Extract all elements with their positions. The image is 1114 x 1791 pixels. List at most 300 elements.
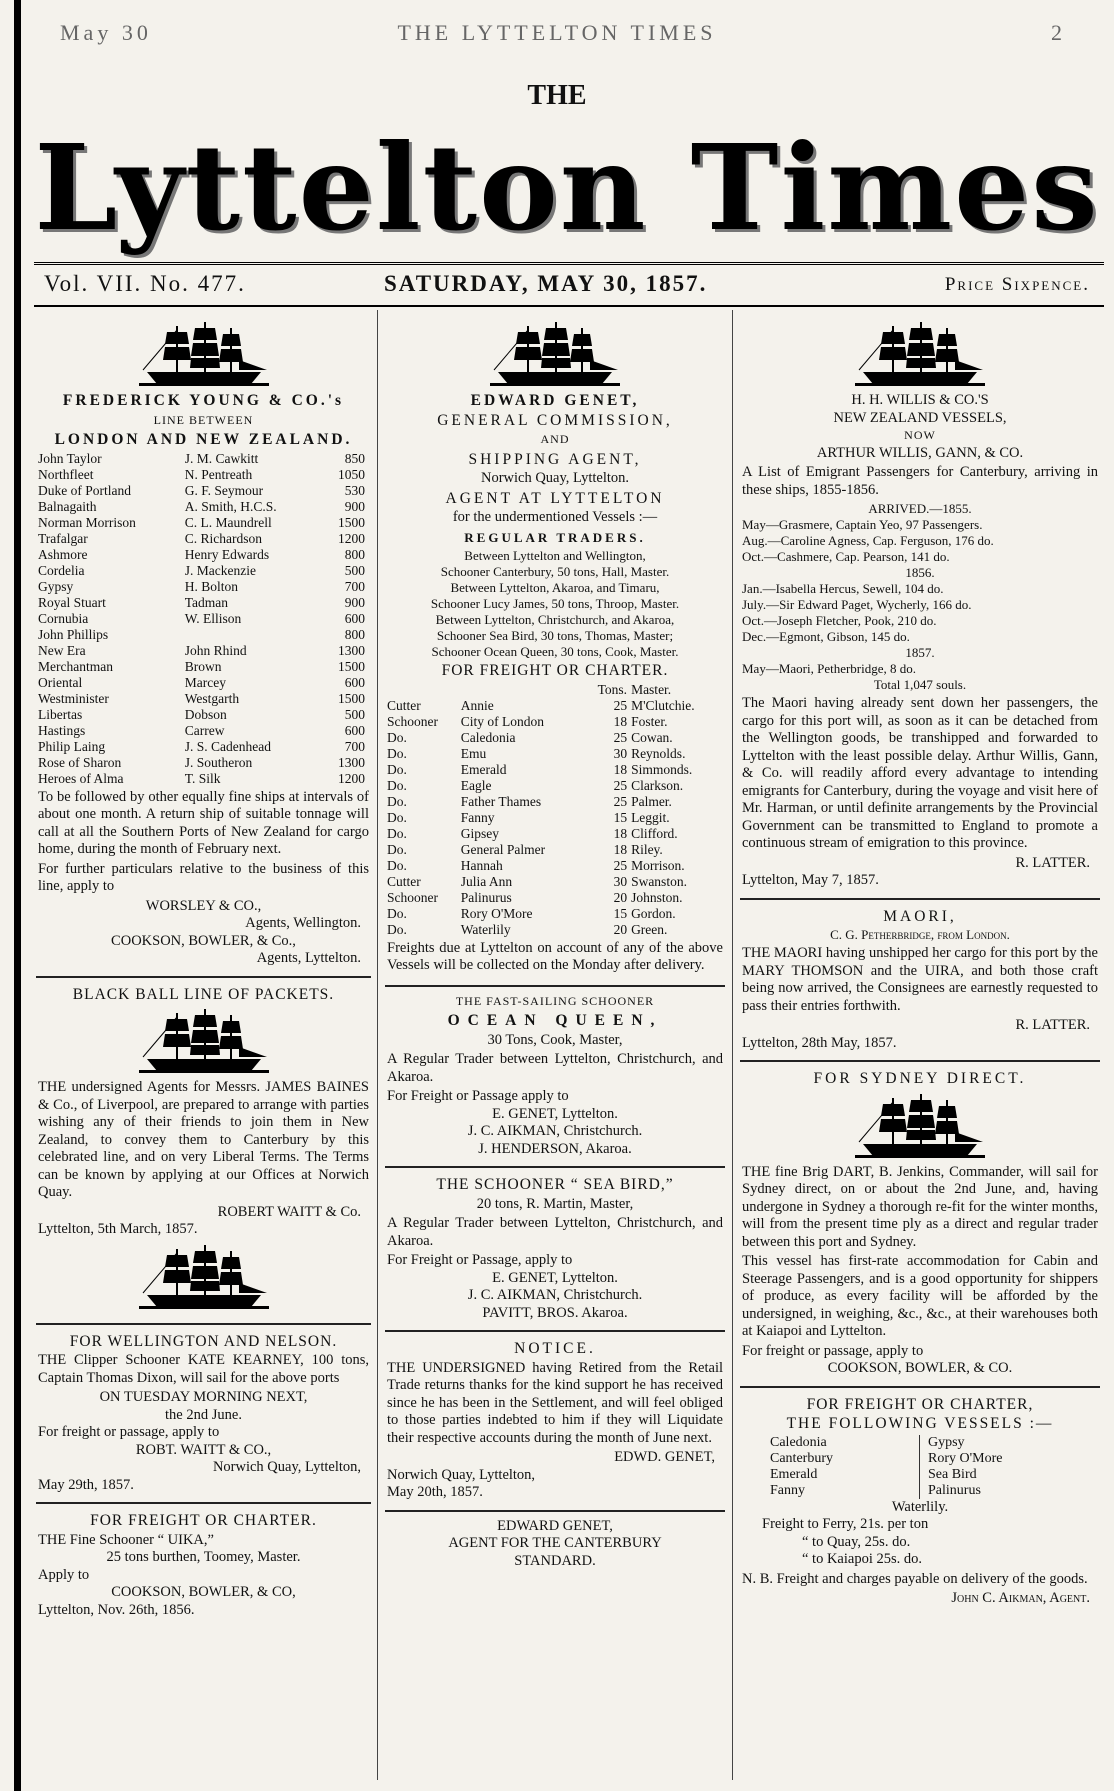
ship-tons: 700 [344, 738, 365, 754]
vessel-pairs [762, 1435, 1078, 1499]
vessel-name: Hannah [460, 857, 503, 873]
ship-master: H. Bolton [184, 578, 238, 594]
ad-signature: John C. Aikman, Agent. [951, 1590, 1090, 1606]
ship-name: Oriental [38, 674, 83, 690]
table-row [38, 739, 369, 755]
vessel-rig: Do. [387, 761, 407, 777]
ship-master: C. Richardson [184, 530, 262, 546]
arrival-line: Aug.—Caroline Agness, Cap. Ferguson, 176 do. [742, 533, 994, 548]
ad-subheading: AGENT AT LYTTELTON [445, 489, 665, 507]
ad-uika [36, 1504, 371, 1627]
vessel-tons: 25 [613, 857, 628, 873]
ship-name: Westminister [38, 690, 109, 706]
running-head-center: THE LYTTELTON TIMES [397, 20, 717, 45]
masthead-the: THE [527, 80, 587, 111]
ad-heading: MAORI, [883, 907, 957, 925]
ship-tons: 900 [344, 498, 365, 514]
ad-subheading: GENERAL COMMISSION, [437, 411, 673, 429]
route-line: Schooner Ocean Queen, 30 tons, Cook, Master. [431, 644, 679, 659]
vessel-tons: 15 [613, 905, 628, 921]
table-row [38, 563, 369, 579]
ad-willis [740, 310, 1100, 900]
ship-name: Hastings [38, 722, 86, 738]
vessel-rig: Do. [387, 793, 407, 809]
vessel-tons: 30 [613, 745, 628, 761]
ship-tons: 600 [344, 610, 365, 626]
vessel-master: Foster. [631, 713, 668, 729]
ship-master: Dobson [184, 706, 227, 722]
ad-signature: ROBERT WAITT & Co. [217, 1203, 361, 1220]
ship-master: Westgarth [184, 690, 240, 706]
ad-signature: COOKSON, BOWLER, & CO, [111, 1584, 296, 1600]
ad-date: May 29th, 1857. [38, 1476, 134, 1493]
ship-master: N. Pentreath [184, 466, 253, 482]
running-head [40, 20, 1074, 60]
masthead-title: Lyttelton Times [34, 118, 1100, 257]
ship-tons: 530 [344, 482, 365, 498]
ship-master: C. L. Maundrell [184, 514, 272, 530]
dateline [34, 262, 1104, 307]
ship-tons: 800 [344, 546, 365, 562]
table-row [38, 675, 369, 691]
ship-master: Carrew [184, 722, 225, 738]
ship-name: Cornubia [38, 610, 89, 626]
vessel-master: Swanston. [631, 873, 687, 889]
ad-heading: FOR SYDNEY DIRECT. [813, 1070, 1027, 1087]
ship-name: Heroes of Alma [38, 770, 124, 786]
agent-place: Agents, Wellington. [245, 915, 361, 931]
ad-subheading: LINE BETWEEN [153, 412, 254, 427]
ship-tons: 800 [344, 626, 365, 642]
list-item: Canterbury [770, 1450, 833, 1466]
ad-heading: FOR FREIGHT OR CHARTER. [90, 1512, 317, 1529]
vessel-master: M'Clutchie. [631, 697, 695, 713]
ad-body: THE UNDERSIGNED having Retired from the Retail Trade returns thanks for the kind support he has received since he has been in the Settlement, and will feel obliged to those parties indebted to him if they will Liquidate their respective accounts during the month of June next. [387, 1359, 723, 1446]
ad-heading: OCEAN QUEEN, [447, 1012, 663, 1029]
ad-subheading: STANDARD. [514, 1552, 596, 1569]
vessel-tons: 20 [613, 921, 628, 937]
ship-tons: 600 [344, 674, 365, 690]
agent-name: COOKSON, BOWLER, & Co., [111, 932, 296, 949]
ship-tons: 1300 [338, 754, 365, 770]
vessel-last: Waterlily. [891, 1498, 949, 1515]
ad-body: A Regular Trader between Lyttelton, Christchurch, and Akaroa. [387, 1051, 723, 1085]
ship-tons: 850 [344, 450, 365, 466]
ship-tons: 1200 [338, 770, 365, 786]
ship-master: G. F. Seymour [184, 482, 264, 498]
ship-icon [855, 1092, 985, 1160]
vessel-tons: 30 [613, 873, 628, 889]
ship-name: Merchantman [38, 658, 113, 674]
agent-name: J. C. AIKMAN, Christchurch. [467, 1123, 643, 1139]
column-2 [385, 310, 725, 1780]
ad-signature: EDWD. GENET, [614, 1449, 715, 1465]
vessel-master: Riley. [631, 841, 663, 857]
ad-body: The Maori having already sent down her passengers, the cargo for this port will, as soon as it can be detached from the Wellington goods, be transhipped and forwarded to Lyttelton with the least possible delay. Arthur Willis, Gann, & Co. will readily afford every advantage to intending emigrants for Canterbury, during the voyage and visit here of Mr. Harman, or until definite arrangements by the Provincial Government can be transmitted to England to promote a continuous stream of emigration to this province. [742, 695, 1098, 851]
table-row [387, 698, 723, 714]
table-row [38, 467, 369, 483]
ship-name: Trafalgar [38, 530, 88, 546]
vessel-tons: 18 [613, 841, 628, 857]
vessel-rig: Do. [387, 777, 407, 793]
vessel-name: City of London [460, 713, 544, 729]
page-edge-rule [14, 0, 21, 1791]
freight-rate: “ to Kaiapoi 25s. do. [802, 1551, 923, 1567]
vessel-name: General Palmer [460, 841, 546, 857]
ad-sea-bird [385, 1168, 725, 1332]
ad-heading: NOTICE. [514, 1340, 596, 1357]
column-rule [377, 310, 378, 1780]
ad-body: For further particulars relative to the business of this line, apply to [38, 860, 369, 894]
agent-name: J. HENDERSON, Akaroa. [478, 1140, 632, 1157]
vessel-master: Clifford. [631, 825, 678, 841]
table-row [38, 771, 369, 787]
ad-apply: Apply to [38, 1566, 90, 1583]
vessel-rig: Do. [387, 905, 407, 921]
vessel-tons: 18 [613, 825, 628, 841]
ship-master: Brown [184, 658, 222, 674]
table-row [387, 906, 723, 922]
table-row [38, 707, 369, 723]
running-head-left: May 30 [60, 20, 152, 45]
vessel-rig: Schooner [387, 889, 438, 905]
ship-tons: 900 [344, 594, 365, 610]
route-line: Between Lyttelton, Christchurch, and Akaroa, [435, 612, 675, 627]
agent-name: WORSLEY & CO., [145, 897, 262, 914]
ad-date: Lyttelton, 28th May, 1857. [742, 1034, 897, 1051]
ship-tons: 1050 [338, 466, 365, 482]
ad-heading: EDWARD GENET, [470, 392, 640, 409]
table-header: Master. [631, 681, 672, 697]
table-row [387, 810, 723, 826]
ad-signature: R. LATTER. [1015, 1017, 1090, 1033]
table-row [38, 547, 369, 563]
vessel-tons: 18 [613, 761, 628, 777]
table-row [38, 723, 369, 739]
ad-subheading: NOW [904, 428, 936, 442]
vessel-master: Cowan. [631, 729, 673, 745]
ship-master: W. Ellison [184, 610, 242, 626]
ad-firm: ARTHUR WILLIS, GANN, & CO. [816, 444, 1024, 461]
ship-master: Henry Edwards [184, 546, 270, 562]
ad-heading: THE SCHOONER “ SEA BIRD,” [436, 1176, 674, 1193]
ad-date: Lyttelton, May 7, 1857. [742, 872, 879, 888]
ad-body: 20 tons, R. Martin, Master, [476, 1195, 634, 1212]
ad-date: Lyttelton, Nov. 26th, 1856. [38, 1601, 195, 1618]
ad-heading: BLACK BALL LINE OF PACKETS. [72, 985, 335, 1003]
table-row [387, 746, 723, 762]
ship-tons: 1300 [338, 642, 365, 658]
agent-place: Agents, Lyttelton. [256, 950, 361, 966]
arrival-line: May—Grasmere, Captain Yeo, 97 Passengers. [742, 517, 983, 532]
ad-body: A List of Emigrant Passengers for Canterbury, arriving in these ships, 1855-1856. [742, 464, 1098, 498]
table-row [38, 691, 369, 707]
list-item: Emerald [770, 1466, 818, 1482]
column-rule [732, 310, 733, 1780]
ship-name: Philip Laing [38, 738, 106, 754]
ship-name: Libertas [38, 706, 83, 722]
ad-sydney [740, 1062, 1100, 1388]
table-row [387, 842, 723, 858]
arrival-line: July.—Sir Edward Paget, Wycherly, 166 do. [742, 597, 972, 612]
ship-master: Marcey [184, 674, 226, 690]
vessel-name: Eagle [460, 777, 492, 793]
table-row [38, 611, 369, 627]
vessel-master: Reynolds. [631, 745, 686, 761]
ship-tons: 1500 [338, 690, 365, 706]
year-heading: ARRIVED.—1855. [868, 501, 972, 516]
ship-tons: 600 [344, 722, 365, 738]
vessel-tons: 25 [613, 777, 628, 793]
column-3 [740, 310, 1100, 1780]
year-heading: 1857. [905, 645, 935, 660]
ship-name: John Phillips [38, 626, 109, 642]
table-row [387, 890, 723, 906]
ad-body: for the undermentioned Vessels :— [452, 509, 658, 525]
ad-body: 25 tons burthen, Toomey, Master. [106, 1549, 301, 1565]
ad-body: This vessel has first-rate accommodation for Cabin and Steerage Passengers, and is a good opportunity for shippers of produce, as every facility will be afforded by the undersigned, in weighing, &c., &c., at their warehouses both at Kaiapoi and Lyttelton. [742, 1253, 1098, 1339]
ship-name: Royal Stuart [38, 594, 106, 610]
agent-name: E. GENET, Lyttelton. [492, 1269, 618, 1286]
arrival-line: Oct.—Joseph Fletcher, Pook, 210 do. [742, 613, 937, 628]
ad-charter [740, 1388, 1100, 1616]
list-item: Sea Bird [928, 1466, 977, 1482]
ad-signature: COOKSON, BOWLER, & CO. [827, 1360, 1013, 1376]
ship-name: Northfleet [38, 466, 94, 482]
vessel-master: Morrison. [631, 857, 685, 873]
ad-subheading: REGULAR TRADERS. [464, 529, 646, 545]
vessel-rig: Do. [387, 809, 407, 825]
vessel-tons: 15 [613, 809, 628, 825]
vessel-rig: Do. [387, 841, 407, 857]
ad-body: A Regular Trader between Lyttelton, Christchurch, and Akaroa. [387, 1215, 723, 1249]
agent-name: PAVITT, BROS. Akaroa. [482, 1304, 628, 1321]
vessel-master: Johnston. [631, 889, 683, 905]
ad-canterbury-standard [385, 1512, 725, 1579]
vessel-rig: Do. [387, 745, 407, 761]
table-row [38, 515, 369, 531]
vessel-name: Emu [460, 745, 487, 761]
ad-subheading: NEW ZEALAND VESSELS, [833, 409, 1007, 426]
ad-wellington-nelson [36, 1325, 371, 1505]
table-row [387, 714, 723, 730]
table-header: Tons. [597, 681, 628, 697]
vessel-name: Rory O'More [460, 905, 533, 921]
ad-maori [740, 900, 1100, 1063]
vessel-tons: 25 [613, 697, 628, 713]
vessel-master: Green. [631, 921, 668, 937]
table-row [387, 922, 723, 938]
ship-tons: 1500 [338, 658, 365, 674]
volume-number: Vol. VII. No. 477. [44, 271, 246, 296]
table-row [38, 659, 369, 675]
route-line: Between Lyttelton and Wellington, [464, 548, 646, 563]
ship-icon [139, 1007, 269, 1075]
ship-tons: 1200 [338, 530, 365, 546]
vessel-list-left [762, 1435, 920, 1499]
ad-subheading: FOR FREIGHT OR CHARTER. [441, 662, 669, 679]
ad-heading: H. H. WILLIS & CO.'S [851, 392, 989, 408]
vessel-table [387, 682, 723, 938]
table-row [387, 762, 723, 778]
vessel-rig: Do. [387, 825, 407, 841]
vessel-name: Fanny [460, 809, 495, 825]
table-row [387, 794, 723, 810]
ad-body: Freights due at Lyttelton on account of any of the above Vessels will be collected on the Monday after delivery. [387, 939, 723, 973]
column-1 [36, 310, 371, 1780]
list-item: Caledonia [770, 1434, 827, 1450]
ad-heading: FOR FREIGHT OR CHARTER, [806, 1395, 1034, 1413]
ad-body: THE fine Brig DART, B. Jenkins, Commander, will sail for Sydney direct, on or about the 2nd June, and, having undergone in Sydney a thorough re-fit for the winter months, will from the present time ply as a direct and regular trader between this port and Sydney. [742, 1163, 1098, 1250]
table-row [38, 483, 369, 499]
vessel-name: Annie [460, 697, 494, 713]
vessel-name: Waterlily [460, 921, 511, 937]
vessel-name: Father Thames [460, 793, 542, 809]
ad-heading: FOR WELLINGTON AND NELSON. [69, 1332, 338, 1350]
table-row [38, 643, 369, 659]
freight-rate: “ to Quay, 25s. do. [802, 1533, 911, 1550]
arrival-line: Dec.—Egmont, Gibson, 145 do. [742, 629, 910, 644]
vessel-name: Caledonia [460, 729, 516, 745]
ad-body: THE Clipper Schooner KATE KEARNEY, 100 tons, Captain Thomas Dixon, will sail for the above ports [38, 1352, 369, 1386]
route-line: Schooner Sea Bird, 30 tons, Thomas, Master; [436, 628, 674, 643]
ship-name: Cordelia [38, 562, 85, 578]
ad-heading: EDWARD GENET, [497, 1517, 613, 1534]
ad-notice [385, 1332, 725, 1512]
ship-name: New Era [38, 642, 86, 658]
vessel-name: Julia Ann [460, 873, 513, 889]
table-row [387, 826, 723, 842]
ad-heading: FREDERICK YOUNG & CO.'s [62, 392, 345, 409]
ship-name: Balnagaith [38, 498, 97, 514]
agent-place: Norwich Quay, Lyttelton, [212, 1459, 361, 1475]
vessel-tons: 20 [613, 889, 628, 905]
ad-body: THE undersigned Agents for Messrs. JAMES BAINES & Co., of Liverpool, are prepared to arrange with parties wishing any of their friends to join them in New Zealand, to convey them to Canterbury by this celebrated line, and on very Liberal Terms. The Terms can be known by applying at our Offices at Norwich Quay. [38, 1079, 369, 1200]
ship-master: J. S. Cadenhead [184, 738, 271, 754]
ship-name: Norman Morrison [38, 514, 136, 530]
table-row [38, 755, 369, 771]
year-heading: 1856. [905, 565, 935, 580]
vessel-rig: Schooner [387, 713, 438, 729]
ship-list [38, 451, 369, 787]
arrival-line: Oct.—Cashmere, Cap. Pearson, 141 do. [742, 549, 950, 564]
ad-date: May 20th, 1857. [387, 1484, 483, 1500]
vessel-name: Gipsey [460, 825, 499, 841]
vessel-list-right [920, 1435, 1078, 1499]
table-row [38, 499, 369, 515]
ad-signature: ROBT. WAITT & CO., [135, 1441, 272, 1458]
route-line: Schooner Canterbury, 50 tons, Hall, Master. [440, 564, 670, 579]
ad-genet [385, 310, 725, 987]
route-line: Between Lyttelton, Akaroa, and Timaru, [450, 580, 660, 595]
ad-route: LONDON AND NEW ZEALAND. [54, 431, 353, 448]
ad-subheading: THE FOLLOWING VESSELS :— [786, 1415, 1054, 1432]
issue-date: SATURDAY, MAY 30, 1857. [384, 271, 708, 296]
ad-body: THE MAORI having unshipped her cargo for this port by the MARY THOMSON and the UIRA, and both those craft being now arrived, the Consignees are earnestly requested to pass their entries forthwith. [742, 945, 1098, 1014]
ad-subheading: AND [540, 432, 570, 446]
table-row [38, 579, 369, 595]
ad-body: To be followed by other equally fine ships at intervals of about one month. A return ship of suitable tonnage will call at all the Southern Ports of New Zealand for cargo home, during the month of February next. [38, 788, 369, 857]
ship-master: T. Silk [184, 770, 221, 786]
arrival-line: Jan.—Isabella Hercus, Sewell, 104 do. [742, 581, 944, 596]
ship-name: Rose of Sharon [38, 754, 122, 770]
ad-subheading: AGENT FOR THE CANTERBURY [448, 1535, 662, 1551]
ship-name: John Taylor [38, 450, 102, 466]
ship-tons: 700 [344, 578, 365, 594]
ad-address: Norwich Quay, Lyttelton, [387, 1466, 536, 1483]
vessel-master: Gordon. [631, 905, 676, 921]
ship-master: John Rhind [184, 642, 247, 658]
ship-master: Tadman [184, 594, 229, 610]
ad-apply: For Freight or Passage apply to [387, 1088, 569, 1104]
route-line: Schooner Lucy James, 50 tons, Throop, Master. [430, 596, 680, 611]
vessel-name: Palinurus [460, 889, 512, 905]
arrival-total: Total 1,047 souls. [873, 677, 967, 692]
ship-name: Duke of Portland [38, 482, 131, 498]
vessel-rig: Cutter [387, 697, 421, 713]
vessel-rig: Do. [387, 729, 407, 745]
vessel-name: Emerald [460, 761, 507, 777]
ship-master [185, 627, 323, 643]
agent-name: E. GENET, Lyttelton. [492, 1105, 618, 1122]
list-item: Gypsy [928, 1434, 965, 1450]
vessel-tons: 25 [613, 729, 628, 745]
ship-master: J. Mackenzie [184, 562, 256, 578]
vessel-tons: 18 [613, 713, 628, 729]
ad-body: THE Fine Schooner “ UIKA,” [38, 1531, 214, 1548]
ship-name: Gypsy [38, 578, 74, 594]
list-item: Fanny [770, 1482, 805, 1498]
ship-icon [139, 320, 269, 388]
ad-ocean-queen [385, 987, 725, 1169]
table-row [38, 451, 369, 467]
ad-apply: For freight or passage, apply to [742, 1342, 924, 1359]
ad-subheading: SHIPPING AGENT, [468, 450, 642, 468]
table-row [387, 778, 723, 794]
ship-tons: 500 [344, 706, 365, 722]
vessel-tons: 25 [613, 793, 628, 809]
ship-icon [490, 320, 620, 388]
ship-icon [855, 320, 985, 388]
ad-black-ball [36, 978, 371, 1325]
ad-date: Lyttelton, 5th March, 1857. [38, 1221, 198, 1237]
freight-rate: Freight to Ferry, 21s. per ton [762, 1516, 929, 1532]
running-head-right: 2 [1051, 20, 1066, 45]
ad-when: the 2nd June. [165, 1406, 242, 1423]
vessel-master: Leggit. [631, 809, 670, 825]
ship-icon [139, 1243, 269, 1311]
ship-master: A. Smith, H.C.S. [184, 498, 277, 514]
vessel-master: Clarkson. [631, 777, 684, 793]
list-item: Rory O'More [928, 1450, 1003, 1466]
ad-subheading: C. G. Petherbridge, from London. [830, 927, 1010, 942]
ship-tons: 1500 [338, 514, 365, 530]
vessel-rig: Do. [387, 921, 407, 937]
ad-when: ON TUESDAY MORNING NEXT, [99, 1389, 308, 1405]
list-item: Palinurus [928, 1482, 981, 1498]
ship-master: J. Southeron [184, 754, 253, 770]
vessel-master: Palmer. [631, 793, 672, 809]
ad-apply: For Freight or Passage, apply to [387, 1252, 573, 1268]
ship-master: J. M. Cawkitt [184, 450, 259, 466]
table-row [38, 595, 369, 611]
arrival-line: May—Maori, Petherbridge, 8 do. [742, 661, 917, 676]
vessel-rig: Cutter [387, 873, 421, 889]
vessel-master: Simmonds. [631, 761, 693, 777]
price: Price Sixpence. [944, 274, 1090, 295]
ad-signature: R. LATTER. [1015, 854, 1090, 871]
table-row [38, 531, 369, 547]
